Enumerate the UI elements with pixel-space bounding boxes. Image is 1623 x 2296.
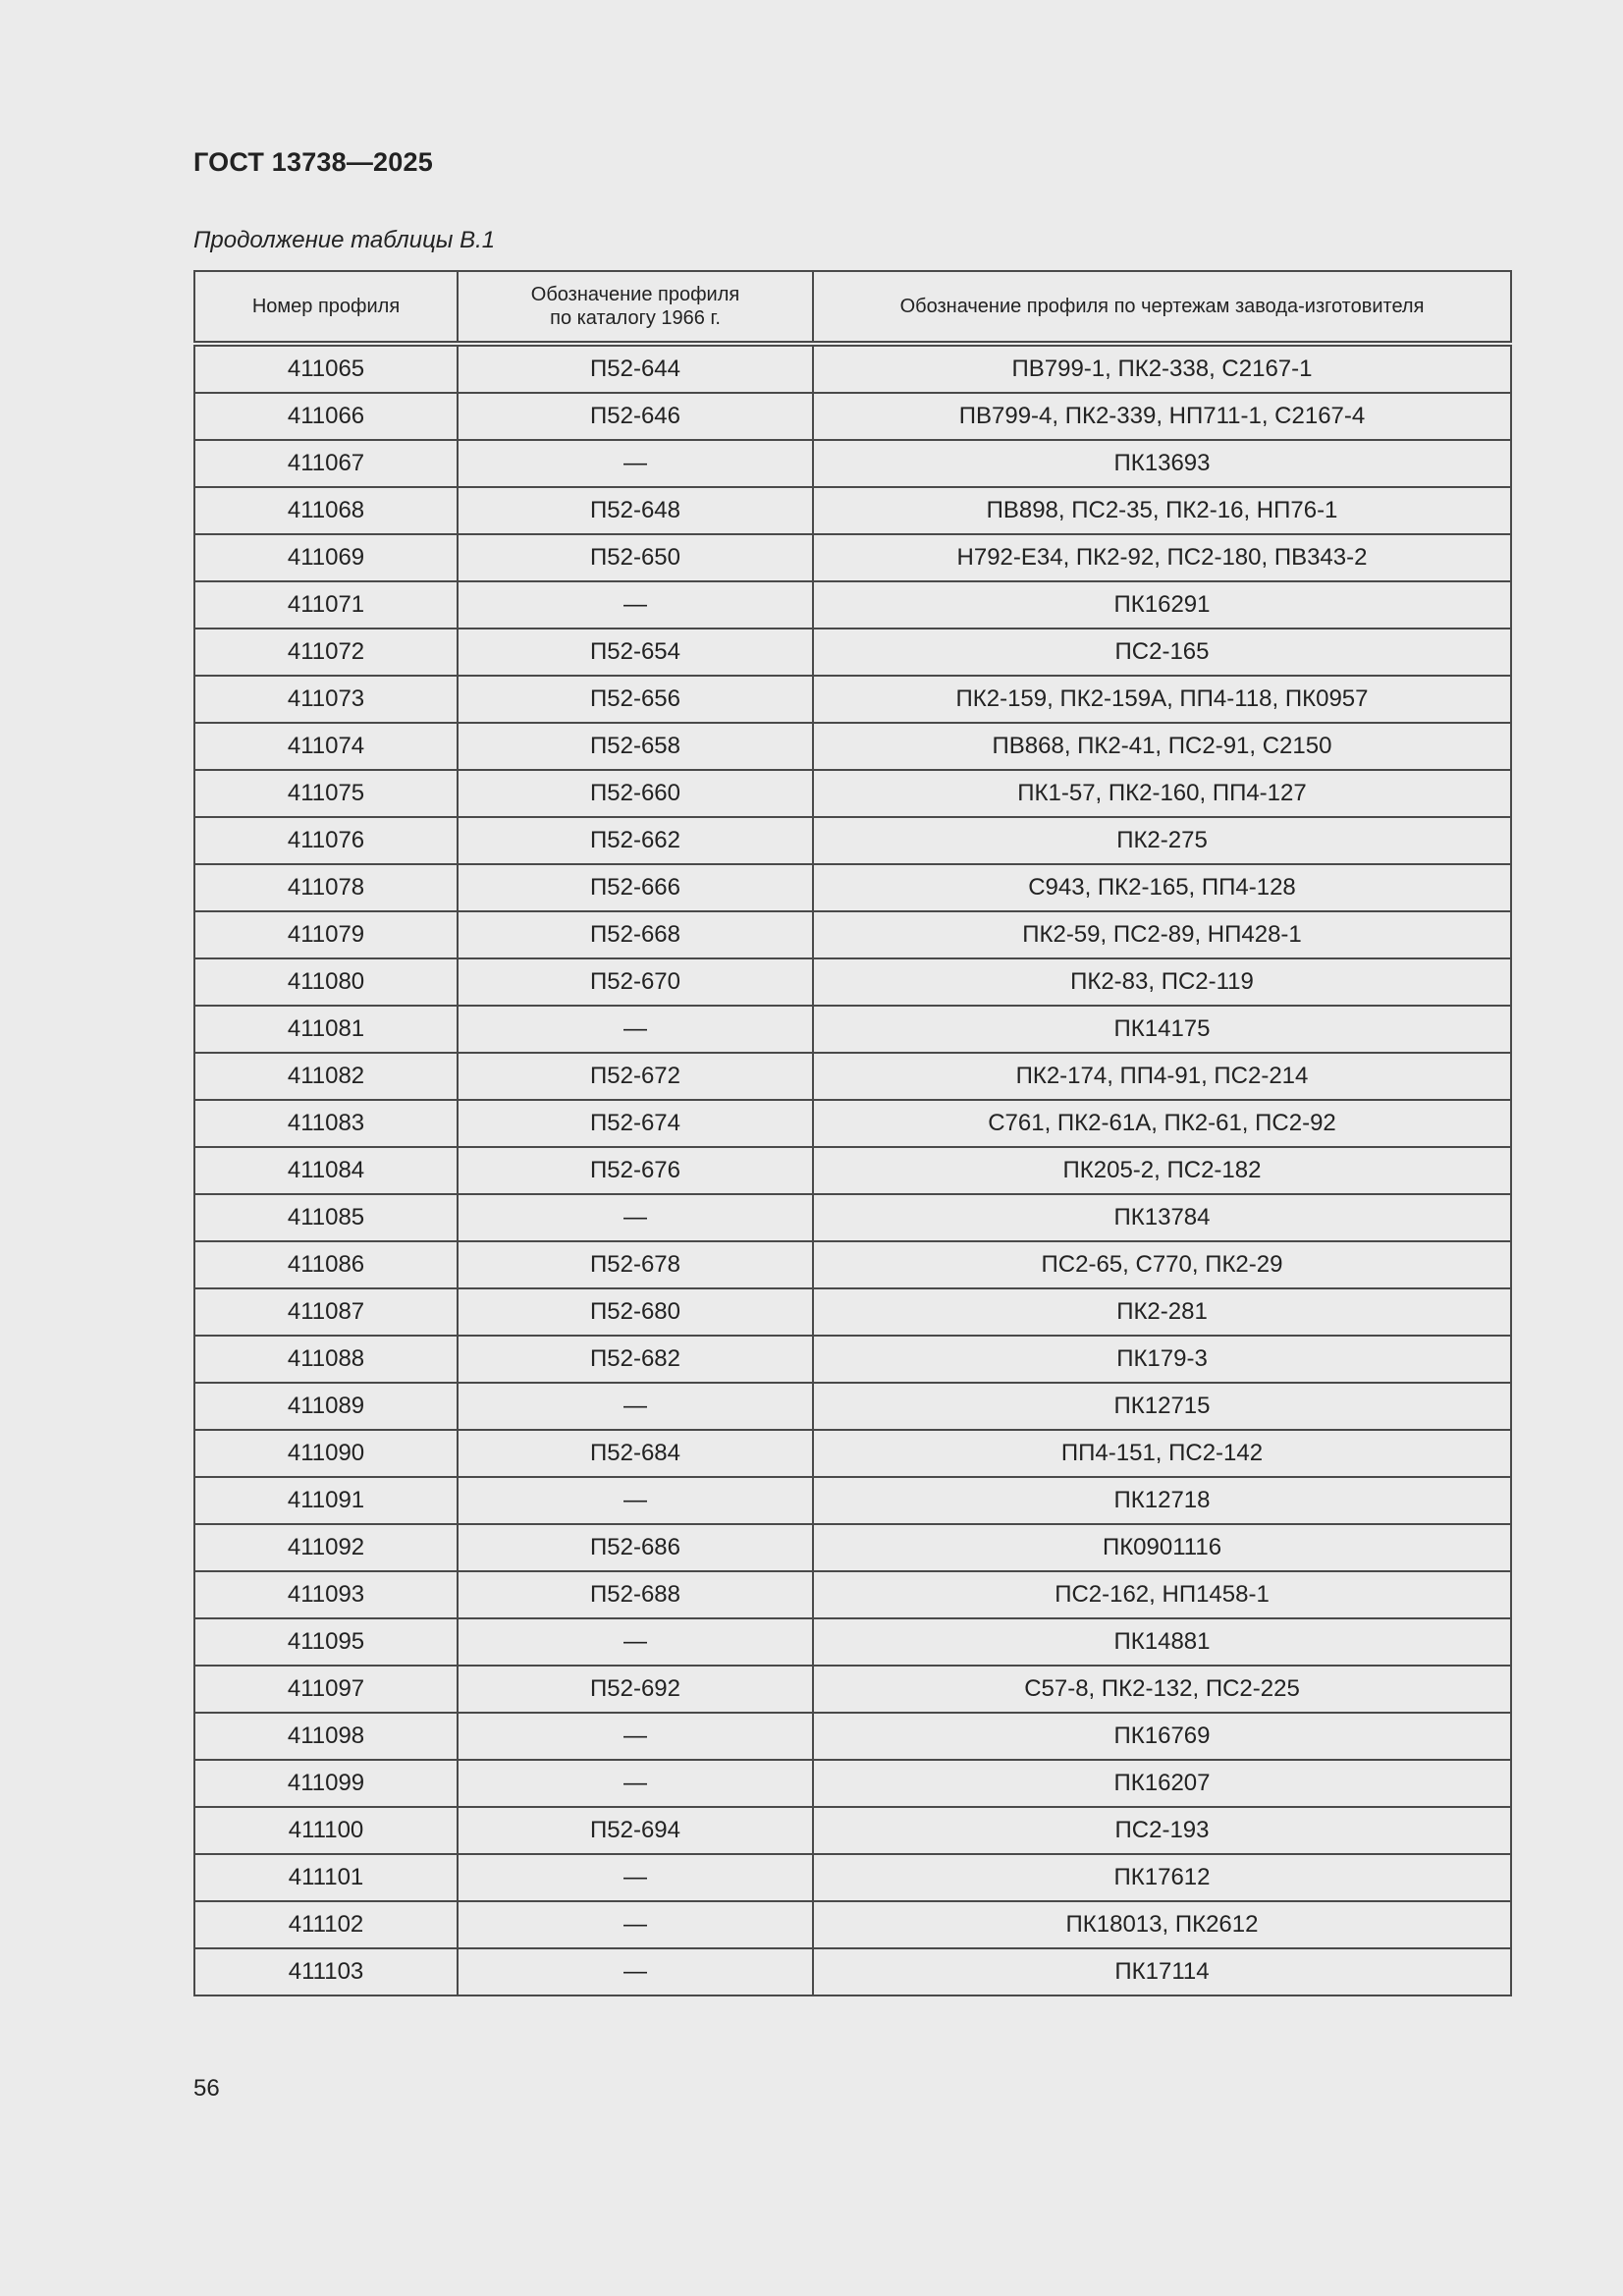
- table-row: [194, 1336, 1511, 1383]
- cell-factory-designation: ПК16207: [813, 1760, 1511, 1807]
- table-row: [194, 1241, 1511, 1288]
- cell-profile-number: 411101: [194, 1854, 458, 1901]
- cell-profile-number: 411102: [194, 1901, 458, 1948]
- header-catalog-designation: [458, 271, 813, 344]
- cell-profile-number: 411065: [194, 344, 458, 393]
- cell-profile-number: 411080: [194, 958, 458, 1006]
- cell-catalog-designation: П52-670: [458, 958, 813, 1006]
- table-row: [194, 1477, 1511, 1524]
- cell-factory-designation: ПК13784: [813, 1194, 1511, 1241]
- cell-profile-number: 411068: [194, 487, 458, 534]
- cell-factory-designation: С57-8, ПК2-132, ПС2-225: [813, 1666, 1511, 1713]
- table-row: [194, 1854, 1511, 1901]
- cell-profile-number: 411087: [194, 1288, 458, 1336]
- cell-profile-number: 411091: [194, 1477, 458, 1524]
- cell-profile-number: 411099: [194, 1760, 458, 1807]
- table-body: [194, 344, 1511, 1995]
- cell-catalog-designation: П52-672: [458, 1053, 813, 1100]
- table-row: [194, 1053, 1511, 1100]
- cell-profile-number: 411082: [194, 1053, 458, 1100]
- header-profile-number: Номер профиля: [194, 271, 458, 344]
- cell-factory-designation: ПК16291: [813, 581, 1511, 629]
- cell-profile-number: 411098: [194, 1713, 458, 1760]
- cell-factory-designation: ПК205-2, ПС2-182: [813, 1147, 1511, 1194]
- table-row: [194, 440, 1511, 487]
- table-row: [194, 723, 1511, 770]
- cell-catalog-designation: П52-656: [458, 676, 813, 723]
- table-row: [194, 1194, 1511, 1241]
- table-caption: Продолжение таблицы В.1: [193, 227, 496, 253]
- cell-profile-number: 411103: [194, 1948, 458, 1995]
- table-row: [194, 958, 1511, 1006]
- profile-table-container: [193, 270, 1512, 1996]
- table-row: [194, 581, 1511, 629]
- cell-catalog-designation: П52-654: [458, 629, 813, 676]
- cell-factory-designation: ПК2-83, ПС2-119: [813, 958, 1511, 1006]
- table-row: [194, 1901, 1511, 1948]
- cell-factory-designation: ПП4-151, ПС2-142: [813, 1430, 1511, 1477]
- table-row: [194, 1006, 1511, 1053]
- table-row: [194, 487, 1511, 534]
- cell-factory-designation: ПК17612: [813, 1854, 1511, 1901]
- cell-profile-number: 411089: [194, 1383, 458, 1430]
- cell-catalog-designation: П52-646: [458, 393, 813, 440]
- cell-factory-designation: ПК2-59, ПС2-89, НП428-1: [813, 911, 1511, 958]
- table-row: [194, 1571, 1511, 1618]
- cell-factory-designation: ПК12715: [813, 1383, 1511, 1430]
- table-header-row: [194, 271, 1511, 344]
- cell-catalog-designation: П52-662: [458, 817, 813, 864]
- cell-factory-designation: ПК17114: [813, 1948, 1511, 1995]
- cell-profile-number: 411088: [194, 1336, 458, 1383]
- cell-catalog-designation: П52-678: [458, 1241, 813, 1288]
- table-row: [194, 1524, 1511, 1571]
- table-row: [194, 1100, 1511, 1147]
- cell-factory-designation: ПС2-65, С770, ПК2-29: [813, 1241, 1511, 1288]
- cell-catalog-designation: П52-658: [458, 723, 813, 770]
- cell-profile-number: 411074: [194, 723, 458, 770]
- cell-factory-designation: ПК1-57, ПК2-160, ПП4-127: [813, 770, 1511, 817]
- cell-catalog-designation: —: [458, 1477, 813, 1524]
- cell-catalog-designation: П52-680: [458, 1288, 813, 1336]
- cell-factory-designation: С943, ПК2-165, ПП4-128: [813, 864, 1511, 911]
- cell-factory-designation: ПС2-162, НП1458-1: [813, 1571, 1511, 1618]
- cell-catalog-designation: —: [458, 1006, 813, 1053]
- cell-profile-number: 411095: [194, 1618, 458, 1666]
- table-row: [194, 629, 1511, 676]
- cell-profile-number: 411078: [194, 864, 458, 911]
- cell-catalog-designation: П52-648: [458, 487, 813, 534]
- cell-catalog-designation: П52-692: [458, 1666, 813, 1713]
- cell-profile-number: 411067: [194, 440, 458, 487]
- table-row: [194, 534, 1511, 581]
- table-row: [194, 1288, 1511, 1336]
- cell-profile-number: 411083: [194, 1100, 458, 1147]
- cell-catalog-designation: —: [458, 1194, 813, 1241]
- cell-factory-designation: ПК179-3: [813, 1336, 1511, 1383]
- cell-catalog-designation: П52-688: [458, 1571, 813, 1618]
- table-row: [194, 1147, 1511, 1194]
- cell-catalog-designation: П52-684: [458, 1430, 813, 1477]
- cell-factory-designation: ПК2-281: [813, 1288, 1511, 1336]
- cell-factory-designation: ПК2-174, ПП4-91, ПС2-214: [813, 1053, 1511, 1100]
- cell-catalog-designation: —: [458, 1383, 813, 1430]
- cell-catalog-designation: —: [458, 1618, 813, 1666]
- table-row: [194, 817, 1511, 864]
- cell-profile-number: 411071: [194, 581, 458, 629]
- cell-catalog-designation: П52-666: [458, 864, 813, 911]
- table-header: [194, 271, 1511, 344]
- table-row: [194, 1618, 1511, 1666]
- cell-factory-designation: ПК0901116: [813, 1524, 1511, 1571]
- cell-factory-designation: ПВ868, ПК2-41, ПС2-91, С2150: [813, 723, 1511, 770]
- cell-catalog-designation: —: [458, 1901, 813, 1948]
- cell-factory-designation: ПК2-275: [813, 817, 1511, 864]
- cell-catalog-designation: П52-694: [458, 1807, 813, 1854]
- cell-catalog-designation: П52-686: [458, 1524, 813, 1571]
- cell-profile-number: 411100: [194, 1807, 458, 1854]
- cell-catalog-designation: П52-682: [458, 1336, 813, 1383]
- cell-catalog-designation: —: [458, 581, 813, 629]
- cell-profile-number: 411084: [194, 1147, 458, 1194]
- cell-factory-designation: Н792-Е34, ПК2-92, ПС2-180, ПВ343-2: [813, 534, 1511, 581]
- cell-factory-designation: ПВ799-1, ПК2-338, С2167-1: [813, 344, 1511, 393]
- table-row: [194, 393, 1511, 440]
- table-row: [194, 1383, 1511, 1430]
- table-row: [194, 770, 1511, 817]
- cell-catalog-designation: П52-650: [458, 534, 813, 581]
- table-row: [194, 676, 1511, 723]
- cell-factory-designation: ПК2-159, ПК2-159А, ПП4-118, ПК0957: [813, 676, 1511, 723]
- page-number: 56: [193, 2075, 220, 2102]
- table-row: [194, 864, 1511, 911]
- cell-profile-number: 411086: [194, 1241, 458, 1288]
- cell-factory-designation: ПК14881: [813, 1618, 1511, 1666]
- cell-catalog-designation: П52-674: [458, 1100, 813, 1147]
- cell-catalog-designation: —: [458, 440, 813, 487]
- cell-factory-designation: С761, ПК2-61А, ПК2-61, ПС2-92: [813, 1100, 1511, 1147]
- cell-catalog-designation: —: [458, 1854, 813, 1901]
- cell-profile-number: 411090: [194, 1430, 458, 1477]
- cell-profile-number: 411097: [194, 1666, 458, 1713]
- table-row: [194, 1713, 1511, 1760]
- cell-factory-designation: ПВ898, ПС2-35, ПК2-16, НП76-1: [813, 487, 1511, 534]
- cell-profile-number: 411066: [194, 393, 458, 440]
- cell-factory-designation: ПК16769: [813, 1713, 1511, 1760]
- table-row: [194, 1430, 1511, 1477]
- table-row: [194, 911, 1511, 958]
- table-row: [194, 1948, 1511, 1995]
- cell-catalog-designation: —: [458, 1948, 813, 1995]
- cell-factory-designation: ПК13693: [813, 440, 1511, 487]
- cell-catalog-designation: —: [458, 1760, 813, 1807]
- cell-factory-designation: ПВ799-4, ПК2-339, НП711-1, С2167-4: [813, 393, 1511, 440]
- cell-catalog-designation: П52-676: [458, 1147, 813, 1194]
- header-factory-designation: Обозначение профиля по чертежам завода-изготовителя: [813, 271, 1511, 344]
- cell-catalog-designation: П52-668: [458, 911, 813, 958]
- cell-factory-designation: ПК18013, ПК2612: [813, 1901, 1511, 1948]
- cell-factory-designation: ПК12718: [813, 1477, 1511, 1524]
- cell-profile-number: 411076: [194, 817, 458, 864]
- cell-profile-number: 411075: [194, 770, 458, 817]
- cell-factory-designation: ПК14175: [813, 1006, 1511, 1053]
- table-row: [194, 344, 1511, 393]
- cell-profile-number: 411092: [194, 1524, 458, 1571]
- cell-profile-number: 411093: [194, 1571, 458, 1618]
- cell-profile-number: 411073: [194, 676, 458, 723]
- cell-catalog-designation: П52-644: [458, 344, 813, 393]
- cell-factory-designation: ПС2-165: [813, 629, 1511, 676]
- cell-profile-number: 411069: [194, 534, 458, 581]
- cell-profile-number: 411085: [194, 1194, 458, 1241]
- cell-profile-number: 411079: [194, 911, 458, 958]
- table-row: [194, 1760, 1511, 1807]
- cell-catalog-designation: П52-660: [458, 770, 813, 817]
- cell-factory-designation: ПС2-193: [813, 1807, 1511, 1854]
- cell-profile-number: 411072: [194, 629, 458, 676]
- cell-catalog-designation: —: [458, 1713, 813, 1760]
- profile-table: [193, 270, 1512, 1996]
- table-row: [194, 1666, 1511, 1713]
- document-header: ГОСТ 13738—2025: [193, 147, 433, 177]
- table-row: [194, 1807, 1511, 1854]
- header-catalog-designation-text: Обозначение профиля по каталогу 1966 г.: [530, 284, 740, 329]
- cell-profile-number: 411081: [194, 1006, 458, 1053]
